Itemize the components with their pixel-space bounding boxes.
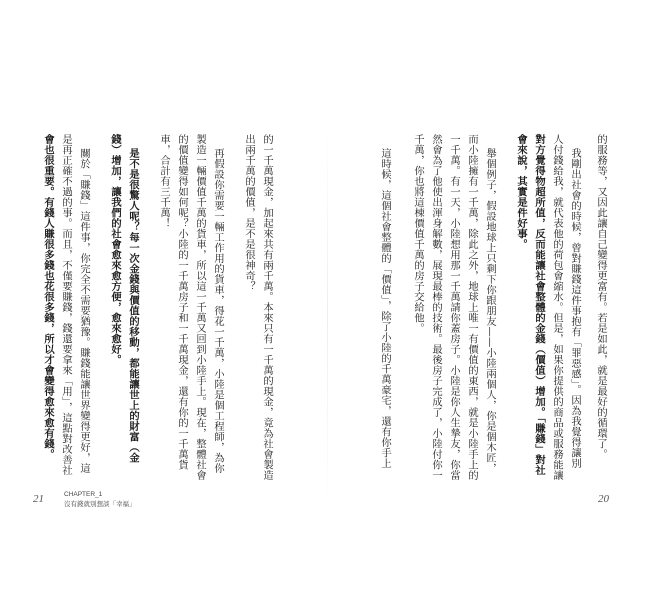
text-column: 是再正確不過的事。而且，不僅要賺錢，錢還要拿來「用」，這點對改善社 [60,134,72,476]
text-column-emphasis: 會來說，其實是件好事。 [515,134,527,250]
text-column-emphasis: 對方覺得物超所值，反而能讓社會整體的金錢（價值）增加。「賺錢」對社 [533,134,545,476]
text-column-emphasis: 是不是很驚人呢？每一次金錢與價值的移動，都能讓世上的財富（金 [127,148,139,463]
page-number: 21 [33,493,44,505]
text-column: 車，合計有三千萬！ [158,134,170,229]
text-column: 關於「賺錢」這件事，你完全不需要猶豫。賺錢能讓世界變得更好，這 [78,148,90,474]
chapter-subtitle: 沒有錢就別想談「幸福」 [64,501,136,508]
text-column: 再假設你需要一輛工作用的貨車，得花一千萬，小陸是個工程師，為你 [212,148,224,474]
text-column: 製造一輛價值千萬的貨車，所以這一千萬又回到小陸手上。現在，整體社會 [194,134,206,481]
text-column: 的一千萬現金，加起來共有兩千萬。本來只有一千萬的現金，竟為社會製造 [261,134,273,481]
text-column: 的價值變得如何呢？小陸的一千萬房子和一千萬現金，還有你的一千萬貨 [176,134,188,470]
text-column: 這時候，這個社會整體的「價值」，除了小陸的千萬豪宅，還有你手上 [379,148,391,469]
running-footer [64,490,136,510]
text-column-emphasis: 錢）增加，讓我們的社會愈來愈方便，愈來愈好。 [109,134,121,365]
page-number: 20 [598,493,609,505]
gutter [327,120,328,510]
text-column: 我剛出社會的時候，曾對賺錢這件事抱有「罪惡感」。因為我覺得讓別 [569,148,581,469]
text-column: 千萬，你也將這棟價值千萬的房子交給他。 [412,134,424,334]
text-column: 出兩千萬的價值，是不是很神奇？ [243,134,255,292]
text-column: 一千萬。有一天，小陸想用那一千萬請你蓋房子。小陸是你人生摯友，你當 [448,134,460,481]
text-column: 而小陸擁有一千萬，除此之外，地球上唯一有價值的東西，就是小陸手上的 [466,134,478,481]
text-column: 舉個例子，假設地球上只剩下你跟朋友——小陸兩個人，你是個木匠， [484,148,496,474]
text-column: 然會為了他使出渾身解數，展現最棒的技術。最後房子完成了，小陸付你一 [430,134,442,481]
text-column: 的服務等，又因此讓自己變得更富有。若是如此，就是最好的循環了。 [595,134,607,460]
text-column-emphasis: 會也很重要。有錢人賺很多錢也花很多錢，所以才會變得愈來愈有錢。 [42,134,54,460]
text-column: 人付錢給我，就代表他的荷包會縮水。但是，如果你提供的商品或服務能讓 [551,134,563,481]
chapter-label: CHAPTER_1 [64,491,103,498]
